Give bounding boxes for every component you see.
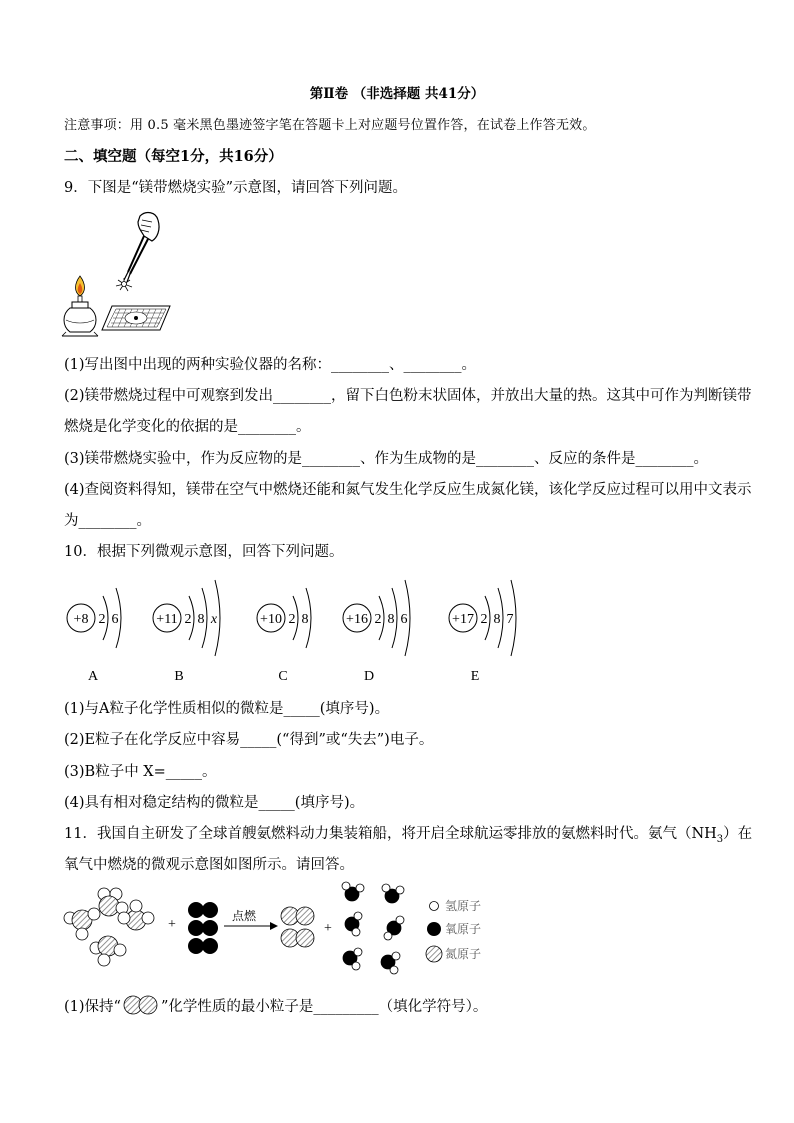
q10-sub2: (2)E粒子在化学反应中容易_____(“得到”或“失去”)电子。 (64, 732, 434, 748)
q9-sub2-line2: 燃烧是化学变化的依据的是________。 (64, 419, 311, 435)
electron-count: 8 (301, 612, 309, 627)
q10-sub1: (1)与A粒子化学性质相似的微粒是_____(填序号)。 (64, 701, 390, 717)
q11-stem-line1 (64, 825, 752, 849)
atom-label: B (174, 669, 184, 684)
electron-count: 8 (493, 612, 501, 627)
q11-stem-a-end: ）在 (723, 826, 753, 842)
q11-sub1-pre: (1)保持“ (64, 999, 121, 1015)
atom-label: E (470, 669, 480, 684)
atom-diagram-E (449, 580, 516, 684)
nitrogen-atom-icon (426, 946, 442, 962)
q11-sub1-post: ”化学性质的最小粒子是_________（填化学符号）。 (160, 999, 488, 1015)
nitrogen-molecules (281, 907, 314, 947)
nucleus-charge: +8 (73, 612, 89, 627)
plus-sign-1: + (168, 917, 176, 932)
electron-count: x (210, 612, 218, 627)
q11-stem-line2: 氧气中燃烧的微观示意图如图所示。请回答。 (64, 857, 354, 873)
electron-count: 6 (111, 612, 119, 627)
nh3-subscript: 3 (716, 833, 724, 845)
nucleus-charge: +11 (156, 612, 178, 627)
atom-diagram-D (343, 580, 410, 684)
electron-count: 2 (184, 612, 192, 627)
atom-label: A (87, 669, 99, 684)
q11-sub1 (64, 995, 487, 1016)
electron-count: 2 (480, 612, 488, 627)
nucleus-charge: +10 (260, 612, 282, 627)
electron-count: 7 (506, 612, 514, 627)
nucleus-charge: +16 (346, 612, 368, 627)
q9-sub2-line1: (2)镁带燃烧过程中可观察到发出________，留下白色粉末状固体，并放出大量的热。这其中可作为判断镁带 (64, 388, 752, 404)
electron-count: 2 (374, 612, 382, 627)
plus-sign-2: + (324, 921, 332, 936)
alcohol-lamp-icon (62, 276, 98, 336)
electron-count: 2 (98, 612, 106, 627)
q9-sub4-line1: (4)查阅资料得知，镁带在空气中燃烧还能和氮气发生化学反应生成氮化镁，该化学反应过程可以用中文表示 (64, 482, 752, 498)
atom-diagram-A (67, 588, 121, 684)
legend-hydrogen: 氢原子 (445, 899, 482, 913)
legend-oxygen: 氧原子 (445, 922, 482, 936)
electron-count: 6 (400, 612, 408, 627)
ammonia-molecules (64, 888, 154, 966)
nitrogen-molecule-icon (121, 995, 161, 1015)
water-molecules (342, 882, 404, 974)
reaction-condition: 点燃 (232, 909, 257, 923)
electron-count: 8 (387, 612, 395, 627)
oxygen-molecules (188, 902, 218, 954)
nucleus-charge: +17 (452, 612, 474, 627)
atom-diagram-B (153, 580, 220, 684)
q9-sub4-line2: 为________。 (64, 513, 151, 529)
legend (426, 899, 481, 962)
crucible-tongs-icon (128, 236, 148, 274)
q11-stem-a: 11．我国自主研发了全球首艘氨燃料动力集装箱船，将开启全球航运零排放的氨燃料时代。氨气（NH (64, 826, 717, 842)
asbestos-mesh-icon (102, 306, 170, 330)
q10-stem: 10．根据下列微观示意图，回答下列问题。 (64, 544, 344, 560)
hydrogen-atom-icon (430, 902, 439, 911)
magnesium-burning-figure (58, 208, 178, 343)
atom-label: C (278, 669, 288, 684)
ammonia-combustion-figure (60, 880, 500, 980)
part-heading: 二、填空题（每空1分，共16分） (64, 148, 283, 165)
atom-diagram-C (257, 588, 311, 684)
section-title: 第Ⅱ卷 （非选择题 共41分） (309, 86, 485, 102)
oxygen-atom-icon (427, 922, 441, 936)
legend-nitrogen: 氮原子 (445, 947, 482, 961)
atom-label: D (363, 669, 375, 684)
electron-count: 8 (197, 612, 205, 627)
notice-text: 注意事项：用 0.5 毫米黑色墨迹签字笔在答题卡上对应题号位置作答，在试卷上作答无效。 (64, 118, 596, 133)
q10-sub4: (4)具有相对稳定结构的微粒是_____(填序号)。 (64, 795, 365, 811)
atomic-structure-diagrams (60, 572, 560, 687)
q10-sub3: (3)B粒子中 X=_____。 (64, 764, 217, 780)
q9-stem: 9．下图是“镁带燃烧实验”示意图，请回答下列问题。 (64, 180, 408, 196)
q9-sub3: (3)镁带燃烧实验中，作为反应物的是________、作为生成物的是________、反应的条件是________。 (64, 451, 709, 467)
electron-count: 2 (288, 612, 296, 627)
q9-sub1: (1)写出图中出现的两种实验仪器的名称：________、________。 (64, 357, 477, 373)
